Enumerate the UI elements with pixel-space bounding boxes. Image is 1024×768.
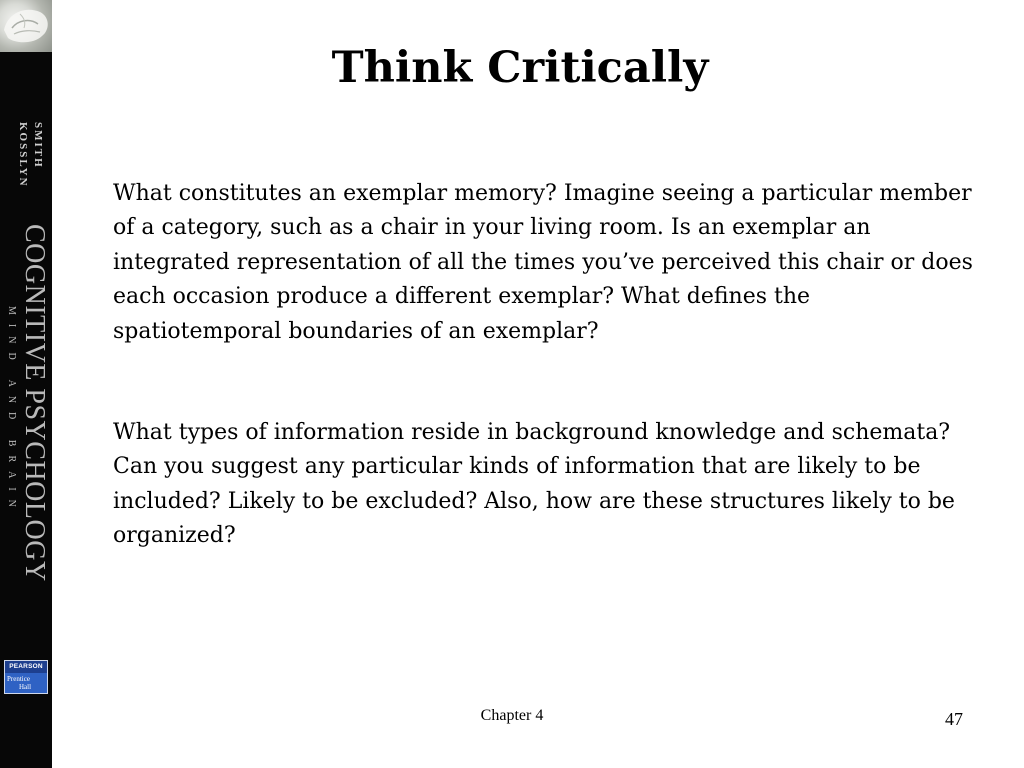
slide-body (113, 177, 973, 554)
spine-book-subtitle: MIND AND BRAIN (6, 306, 17, 516)
spine-author-kosslyn: KOSSLYN (17, 122, 29, 188)
slide-title: Think Critically (331, 43, 709, 93)
footer-chapter: Chapter 4 (480, 707, 544, 724)
slide-number: 47 (945, 709, 963, 729)
spine-author-smith: SMITH (32, 122, 44, 169)
paragraph-exemplar-memory: What constitutes an exemplar memory? Imagine seeing a particular member of a category, such as a chair in your living room. Is an exemplar an integrated representation of all the times you’ve perceived this chair or does each occasion produce a different exemplar? What defines the spatiotemporal boundaries of an exemplar? (113, 181, 973, 344)
publisher-logo-bottom (5, 673, 47, 693)
publisher-logo-top: PEARSON (5, 661, 47, 673)
spine-book-title: COGNITIVE PSYCHOLOGY (19, 224, 50, 582)
publisher-logo-line-2: Hall (19, 683, 32, 691)
publisher-logo (4, 660, 48, 694)
book-spine (0, 0, 52, 768)
publisher-logo-line-1: Prentice (7, 675, 30, 683)
paragraph-background-knowledge: What types of information reside in background knowledge and schemata? Can you suggest any particular kinds of information that are likely to be included? Likely to be excluded? Also, how are these structures likely to be organized? (113, 420, 955, 549)
